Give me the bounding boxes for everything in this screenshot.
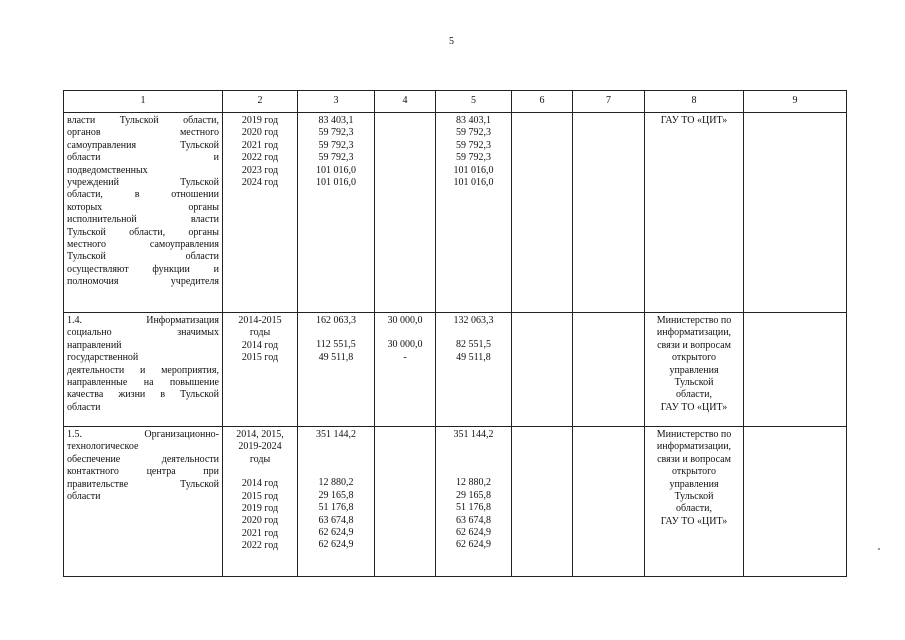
amount-value: 83 403,1: [456, 115, 491, 126]
executor-line: управления: [669, 478, 719, 490]
col5-cell: [436, 313, 512, 427]
executor-cell: [645, 113, 744, 313]
table-row: [64, 113, 847, 313]
executor-cell: [645, 427, 744, 577]
description-line: власти Тульской области,: [67, 115, 219, 126]
amount-total: 132 063,3: [453, 315, 494, 326]
amount-total: 351 144,2: [316, 429, 356, 440]
description-line: области, в отношении: [67, 189, 219, 201]
description-line: технологическое: [67, 441, 139, 453]
col7-cell: [573, 313, 645, 427]
amount-value: 12 880,2: [318, 477, 354, 489]
table-row: [64, 427, 847, 577]
col6-cell: [512, 113, 573, 313]
executor-line: связи и вопросам: [657, 453, 731, 465]
description-line: органов местного: [67, 127, 219, 139]
amount-value: 62 624,9: [456, 527, 491, 539]
total-amount-cell: [298, 313, 375, 427]
year-range-label: 2019-2024: [238, 441, 282, 453]
description-line: учреждений Тульской: [67, 177, 219, 189]
executor-line: Министерство по: [656, 315, 732, 326]
description-line: Тульской области, органы: [67, 226, 219, 238]
description-line: контактного центра при: [67, 466, 219, 478]
col9-cell: [744, 113, 847, 313]
amount-value: 59 792,3: [318, 139, 354, 151]
header-cell: 9: [744, 91, 847, 113]
row-description: [64, 313, 223, 427]
row-description: [64, 113, 223, 313]
amount-value: 62 624,9: [318, 539, 354, 551]
col7-cell: [573, 427, 645, 577]
amount-value: 101 016,0: [316, 177, 356, 189]
col4-cell: [375, 313, 436, 427]
amount-value: 83 403,1: [318, 115, 354, 126]
header-cell: 1: [64, 91, 223, 113]
header-cell: 8: [645, 91, 744, 113]
executor-line: открытого: [672, 466, 716, 478]
year-label: 2015 год: [241, 352, 279, 364]
amount-value: 51 176,8: [456, 502, 491, 514]
page-number: 5: [449, 36, 454, 47]
year-range-label: годы: [249, 453, 271, 465]
col4-cell: [375, 427, 436, 577]
executor-line: информатизации,: [656, 327, 732, 339]
col9-cell: [744, 313, 847, 427]
years-cell: [223, 427, 298, 577]
col9-cell: [744, 427, 847, 577]
amount-value: -: [403, 351, 407, 363]
amount-value: 59 792,3: [456, 139, 491, 151]
year-label: 2020 год: [241, 515, 279, 527]
description-line: которых органы: [67, 201, 219, 213]
budget-table: [63, 90, 847, 577]
amount-value: 101 016,0: [453, 177, 494, 189]
executor-line: связи и вопросам: [657, 339, 731, 351]
executor-line: ГАУ ТО «ЦИТ»: [660, 401, 728, 413]
year-label: 2022 год: [241, 540, 279, 552]
year-range-label: 2014, 2015,: [236, 429, 284, 440]
amount-value: 49 511,8: [318, 351, 354, 363]
year-range-label: 2014-2015: [238, 315, 282, 326]
year-label: 2019 год: [241, 115, 279, 126]
description-line: самоуправления Тульской: [67, 139, 219, 151]
total-amount-cell: [298, 113, 375, 313]
executor-line: открытого: [672, 352, 716, 364]
amount-total: 30 000,0: [387, 315, 423, 326]
amount-value: 62 624,9: [456, 539, 491, 551]
total-amount-cell: [298, 427, 375, 577]
description-line: направленные на повышение: [67, 377, 219, 389]
amount-value: 63 674,8: [318, 514, 354, 526]
executor-line: области,: [676, 389, 712, 401]
description-line: обеспечение деятельности: [67, 453, 219, 465]
amount-value: 59 792,3: [456, 127, 491, 139]
description-line: государственной: [67, 352, 139, 364]
amount-value: 62 624,9: [318, 527, 354, 539]
year-label: 2014 год: [241, 478, 279, 490]
amount-value: 51 176,8: [318, 502, 354, 514]
header-cell: 5: [436, 91, 512, 113]
executor-line: Министерство по: [656, 429, 732, 440]
col6-cell: [512, 427, 573, 577]
description-line: области и: [67, 152, 219, 164]
amount-value: 49 511,8: [456, 351, 491, 363]
years-cell: [223, 313, 298, 427]
executor-line: управления: [669, 364, 719, 376]
scan-speck: [878, 548, 880, 550]
col7-cell: [573, 113, 645, 313]
description-line: исполнительной власти: [67, 214, 219, 226]
year-label: 2014 год: [241, 339, 279, 351]
amount-value: 59 792,3: [456, 152, 491, 164]
description-line: полномочия учредителя: [67, 276, 219, 288]
description-line: области: [67, 491, 101, 503]
description-line: качества жизни в Тульской: [67, 389, 219, 401]
header-cell: 7: [573, 91, 645, 113]
header-cell: 4: [375, 91, 436, 113]
header-cell: 6: [512, 91, 573, 113]
executor-cell: [645, 313, 744, 427]
year-label: 2015 год: [241, 490, 279, 502]
amount-value: 101 016,0: [316, 164, 356, 176]
table-header-row: [64, 91, 847, 113]
row-description: [64, 427, 223, 577]
description-line: осуществляют функции и: [67, 263, 219, 275]
description-line: области: [67, 401, 101, 413]
executor-line: Тульской: [674, 491, 714, 503]
year-label: 2022 год: [241, 152, 279, 164]
amount-total: 351 144,2: [453, 429, 494, 440]
description-line: направлений: [67, 339, 122, 351]
description-line: деятельности и мероприятия,: [67, 364, 219, 376]
year-label: 2020 год: [241, 127, 279, 139]
years-cell: [223, 113, 298, 313]
amount-value: 63 674,8: [456, 514, 491, 526]
amount-value: 29 165,8: [456, 489, 491, 501]
description-line: местного самоуправления: [67, 239, 219, 251]
year-label: 2019 год: [241, 503, 279, 515]
amount-value: 59 792,3: [318, 127, 354, 139]
amount-value: 112 551,5: [316, 339, 356, 351]
executor-line: области,: [676, 503, 712, 515]
year-label: 2021 год: [241, 527, 279, 539]
col5-cell: [436, 113, 512, 313]
amount-value: 12 880,2: [456, 477, 491, 489]
executor-line: ГАУ ТО «ЦИТ»: [660, 515, 728, 527]
col6-cell: [512, 313, 573, 427]
amount-value: 82 551,5: [456, 339, 491, 351]
description-line: 1.4. Информатизация: [67, 315, 219, 326]
header-cell: 3: [298, 91, 375, 113]
description-line: Тульской области: [67, 251, 219, 263]
col5-cell: [436, 427, 512, 577]
year-range-label: годы: [249, 327, 271, 339]
table-row: [64, 313, 847, 427]
amount-value: 30 000,0: [387, 339, 423, 351]
amount-total: 162 063,3: [316, 315, 356, 326]
year-label: 2024 год: [241, 177, 279, 189]
description-line: социально значимых: [67, 327, 219, 339]
description-line: правительстве Тульской: [67, 478, 219, 490]
executor-line: ГАУ ТО «ЦИТ»: [660, 115, 728, 126]
executor-line: Тульской: [674, 377, 714, 389]
amount-value: 29 165,8: [318, 489, 354, 501]
year-label: 2021 год: [241, 139, 279, 151]
header-cell: 2: [223, 91, 298, 113]
description-line: 1.5. Организационно-: [67, 429, 219, 440]
amount-value: 101 016,0: [453, 164, 494, 176]
year-label: 2023 год: [241, 164, 279, 176]
amount-value: 59 792,3: [318, 152, 354, 164]
col4-cell: [375, 113, 436, 313]
description-line: подведомственных: [67, 164, 148, 176]
executor-line: информатизации,: [656, 441, 732, 453]
